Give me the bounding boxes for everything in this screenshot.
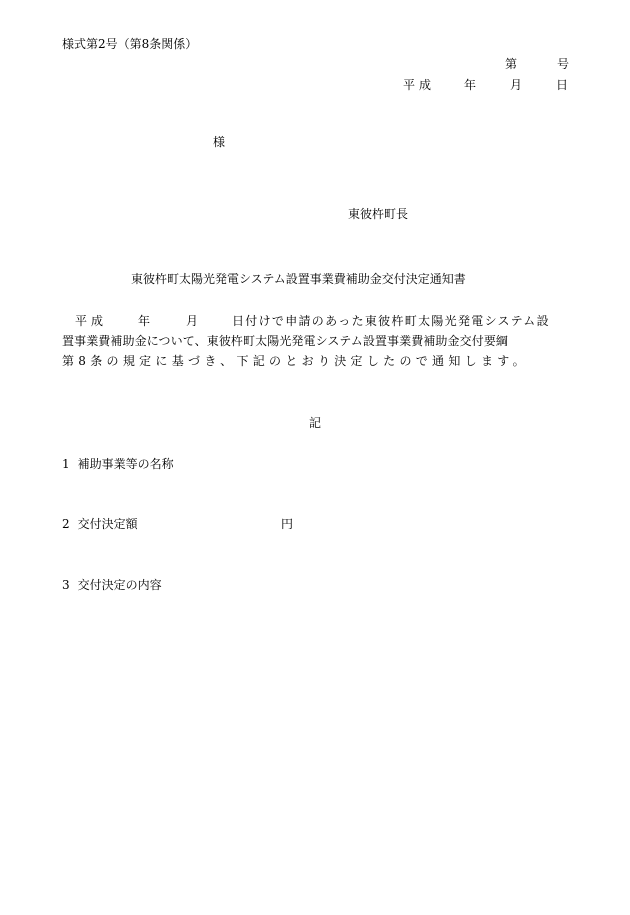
item-1-label: 補助事業等の名称 — [77, 457, 174, 471]
item-3 — [62, 578, 162, 592]
body-line2: 置事業費補助金について、東彼杵町太陽光発電システム設置事業費補助金交付要綱 — [62, 334, 509, 348]
date-month: 月 — [510, 78, 523, 92]
body-line1-text: 日付けで申請のあった東彼杵町太陽光発電システム設 — [232, 314, 550, 328]
body-line3: 第8条の規定に基づき、下記のとおり決定したので通知します。 — [62, 354, 529, 368]
body-line1-era: 平成 — [75, 314, 108, 328]
addressee-honorific: 様 — [213, 135, 226, 149]
issuer-name: 東彼杵町長 — [348, 207, 409, 221]
item-2-unit: 円 — [281, 517, 294, 531]
item-2 — [62, 517, 138, 531]
date-day: 日 — [556, 78, 569, 92]
item-1-number: 1 — [62, 457, 70, 471]
date-year: 年 — [464, 78, 477, 92]
item-1 — [62, 457, 174, 471]
document-number-suffix: 号 — [557, 57, 570, 71]
ki-heading: 記 — [309, 416, 322, 430]
document-title: 東彼杵町太陽光発電システム設置事業費補助金交付決定通知書 — [131, 272, 466, 286]
item-2-number: 2 — [62, 517, 70, 531]
item-2-label: 交付決定額 — [77, 517, 138, 531]
item-3-number: 3 — [62, 578, 70, 592]
document-number-prefix: 第 — [505, 57, 518, 71]
item-3-label: 交付決定の内容 — [77, 578, 162, 592]
body-line1-year: 年 — [138, 314, 151, 328]
body-line1-rest — [232, 314, 572, 328]
form-label: 様式第2号（第8条関係） — [62, 37, 198, 51]
body-line1-month: 月 — [186, 314, 199, 328]
date-era: 平成 — [403, 78, 436, 92]
